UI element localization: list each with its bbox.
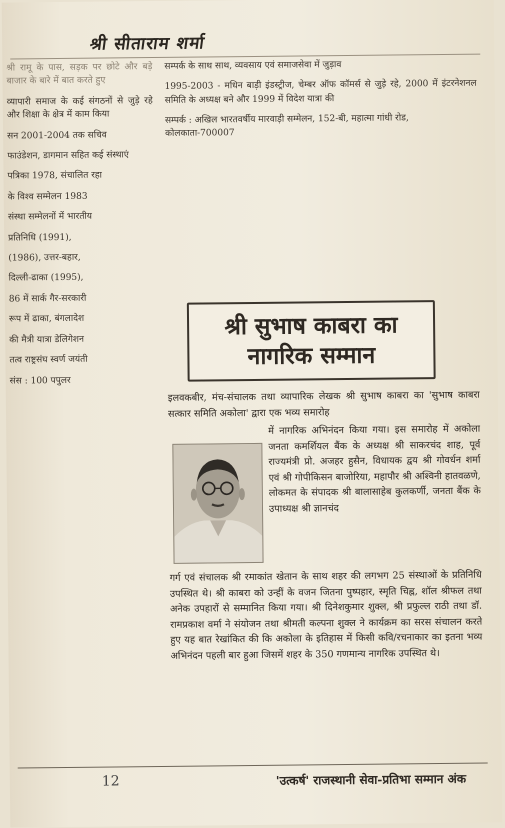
left-para: 86 में सार्क गैर-सरकारी	[9, 292, 155, 307]
left-para: (1986), उत्तर-बहार,	[8, 251, 154, 266]
article-side-text	[268, 422, 482, 570]
left-para: तत्व राष्ट्रसंघ स्वर्ण जयंती	[9, 353, 155, 368]
article-bottom-paragraph: गर्ग एवं संचालक श्री रमाकांत खेतान के साथ शहर की लगभग 25 संस्थाओं के प्रतिनिधि उपस्थित थे। श्री काबरा को उन्हीं के वजन जितना पुष्पहार, स्मृति चिह्न, शॉल श्रीफल तथा अनेक उपहारों से सम्मानित किया गया। श्री दिनेशकुमार शुक्ल, श्री प्रफुल्ल राठी तथा डॉ. रामप्रकाश वर्मा ने संयोजन तथा श्रीमती कल्पना शुक्ल ने कार्यक्रम का सरस संचालन करते हुए यह बात रेखांकित की कि अकोला के इतिहास में किसी कवि/रचनाकार का इतना भव्य अभिनंदन पहली बार हुआ जिसमें शहर के 350 गणमान्य नागरिक उपस्थित थे।	[170, 568, 483, 665]
left-para: व्यापारी समाज के कई संगठनों से जुड़े रहे और शिक्षा के क्षेत्र में काम किया	[7, 95, 153, 123]
article-lead-text: इलवकबीर, मंच-संचालक तथा व्यापारिक लेखक श्री सुभाष काबरा का 'सुभाष काबरा सत्कार समिति अकोला' द्वारा एक भव्य समारोह	[168, 388, 480, 422]
right-para: 1995-2003 - मधिन बाड़ी इंडस्ट्रीज, चेम्बर ऑफ कॉमर्स से जुड़े रहे, 2000 में इंटरनेशनल समिति के अध्यक्ष बने और 1999 में विदेश यात्रा की	[165, 78, 477, 108]
left-para: सन 2001-2004 तक सचिव	[7, 129, 153, 144]
page-number: 12	[102, 773, 120, 789]
right-para: सम्पर्क के साथ साथ, व्यवसाय एवं समाजसेवा में जुड़ाव	[164, 58, 476, 75]
document-page	[2, 0, 503, 828]
left-para: पत्रिका 1978, संचालित रहा	[7, 169, 153, 184]
left-para: के विश्व सम्मेलन 1983	[8, 190, 154, 205]
article-headline-box	[187, 300, 436, 382]
left-para: प्रतिनिधि (1991),	[8, 231, 154, 246]
left-para: रूप में ढाका, बंगलादेश	[9, 312, 155, 327]
article-bottom-text	[170, 568, 484, 761]
contact-line: सम्पर्क : अखिल भारतवर्षीय मारवाड़ी सम्मेलन, 152-बी, महात्मा गांधी रोड, कोलकाता-700007	[165, 112, 477, 141]
left-para: की मैत्री यात्रा डेलिगेशन	[9, 333, 155, 348]
footer-divider	[18, 763, 488, 769]
portrait-photo	[172, 443, 263, 564]
footer-title: 'उत्कर्ष' राजस्थानी सेवा-प्रतिभा सम्मान अंक	[276, 770, 466, 789]
article-side-paragraph: में नागरिक अभिनंदन किया गया। इस समारोह में अकोला जनता कमर्शियल बैंक के अध्यक्ष श्री साकरचंद शाह, पूर्व राज्यमंत्री प्रो. अजहर हुसैन, विधायक द्वय श्री गोवर्धन शर्मा एवं श्री गोपीकिसन बाजोरिया, महापौर श्री अश्विनी हातवळणे, लोकमत के संपादक श्री बालासाहेब कुलकर्णी, जनता बैंक के उपाध्यक्ष श्री ज्ञानचंद	[268, 422, 481, 518]
left-para: संस : 100 पपुलर	[10, 374, 156, 389]
left-para: फाउंडेशन, डागमान सहित कई संस्थाएं	[7, 149, 153, 164]
headline-line-1: श्री सुभाष काबरा का	[224, 310, 397, 342]
left-para: संस्था सम्मेलनों में भारतीय	[8, 210, 154, 225]
left-column	[6, 61, 159, 762]
portrait-image	[173, 444, 262, 563]
left-para: श्री रामू के पास, सड़क पर छोटे और बड़े बाजार के बारे में बात करते हुए	[6, 61, 152, 89]
left-para: दिल्ली-ढाका (1995),	[9, 271, 155, 286]
top-title: श्री सीताराम शर्मा	[89, 30, 292, 55]
headline-line-2: नागरिक सम्मान	[247, 340, 375, 371]
right-column-top	[164, 58, 478, 296]
